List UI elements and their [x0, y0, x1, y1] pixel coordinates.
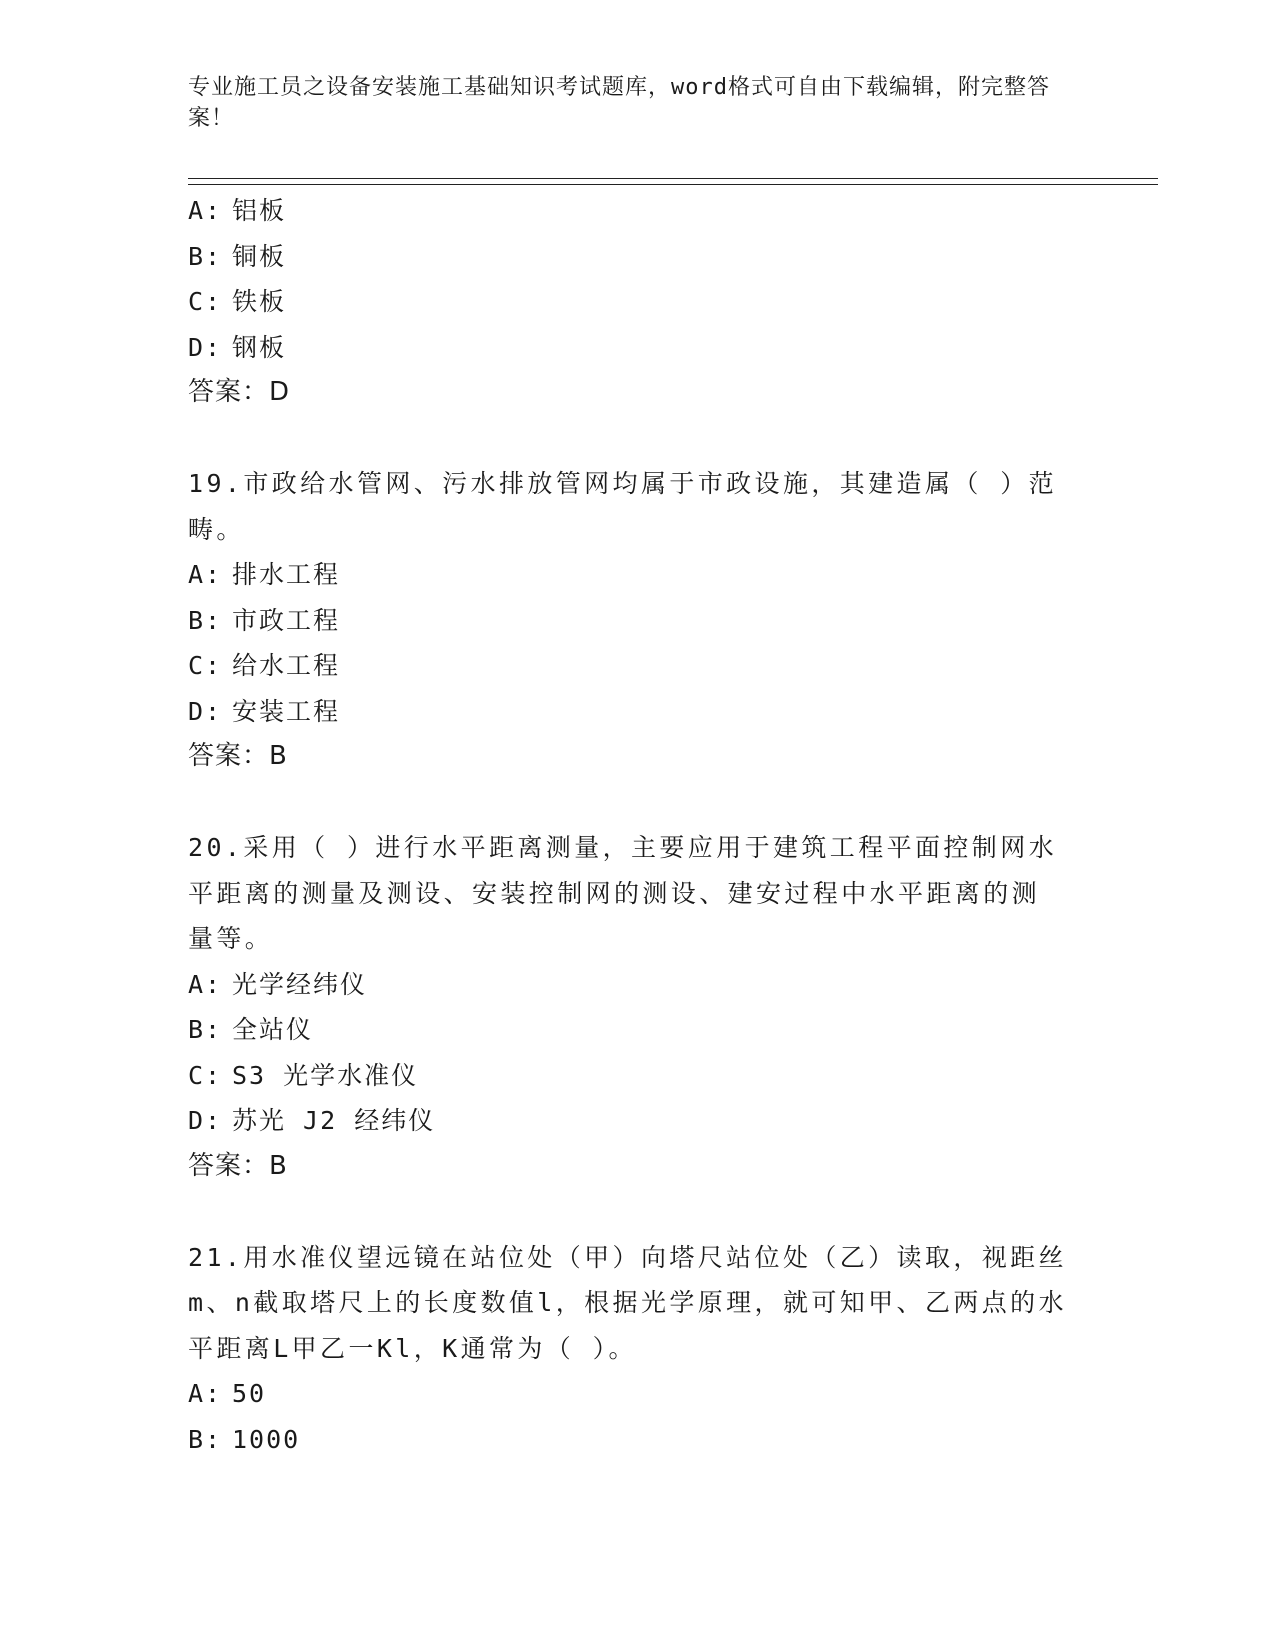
- option-a: A: 50: [188, 1379, 267, 1408]
- question-stem: 21.用水准仪望远镜在站位处（甲）向塔尺站位处（乙）读取，视距丝m、n截取塔尺上的长度数值l，根据光学原理，就可知甲、乙两点的水平距离L甲乙一Kl，K通常为（ ）。: [188, 1242, 1067, 1363]
- option-d: D: 安装工程: [188, 696, 341, 726]
- answer-line: 答案：B: [188, 1150, 288, 1181]
- option-c: C: 给水工程: [188, 651, 341, 680]
- option-c: C: 铁板: [188, 287, 287, 316]
- answer-line: 答案：B: [188, 741, 288, 771]
- option-a: A: 铝板: [188, 196, 287, 225]
- question-stem: 19.市政给水管网、污水排放管网均属于市政设施，其建造属（ ）范畴。: [188, 469, 1058, 544]
- option-c: C: S3 光学水准仪: [188, 1060, 419, 1090]
- question-block-19: [188, 461, 1088, 780]
- question-stem: 20.采用（ ）进行水平距离测量，主要应用于建筑工程平面控制网水平距离的测量及测设、安装控制网的测设、建安过程中水平距离的测量等。: [188, 833, 1058, 953]
- document-header: 专业施工员之设备安装施工基础知识考试题库，word格式可自由下载编辑，附完整答案！: [188, 75, 1050, 131]
- option-b: B: 全站仪: [188, 1015, 314, 1044]
- header-divider: [188, 178, 1158, 185]
- spacer: [188, 416, 1088, 462]
- option-a: A: 光学经纬仪: [188, 969, 368, 999]
- answer-line: 答案：D: [188, 377, 291, 407]
- spacer: [188, 780, 1088, 826]
- spacer: [188, 1189, 1088, 1235]
- question-block-20: [188, 825, 1088, 1189]
- option-b: B: 铜板: [188, 241, 287, 271]
- option-d: D: 钢板: [188, 332, 287, 362]
- question-list: [188, 188, 1088, 1462]
- question-block-18: [188, 188, 1088, 416]
- option-d: D: 苏光 J2 经纬仪: [188, 1106, 436, 1135]
- option-b: B: 市政工程: [188, 605, 341, 635]
- question-block-21: [188, 1235, 1088, 1463]
- option-b: B: 1000: [188, 1424, 301, 1454]
- option-a: A: 排水工程: [188, 560, 341, 589]
